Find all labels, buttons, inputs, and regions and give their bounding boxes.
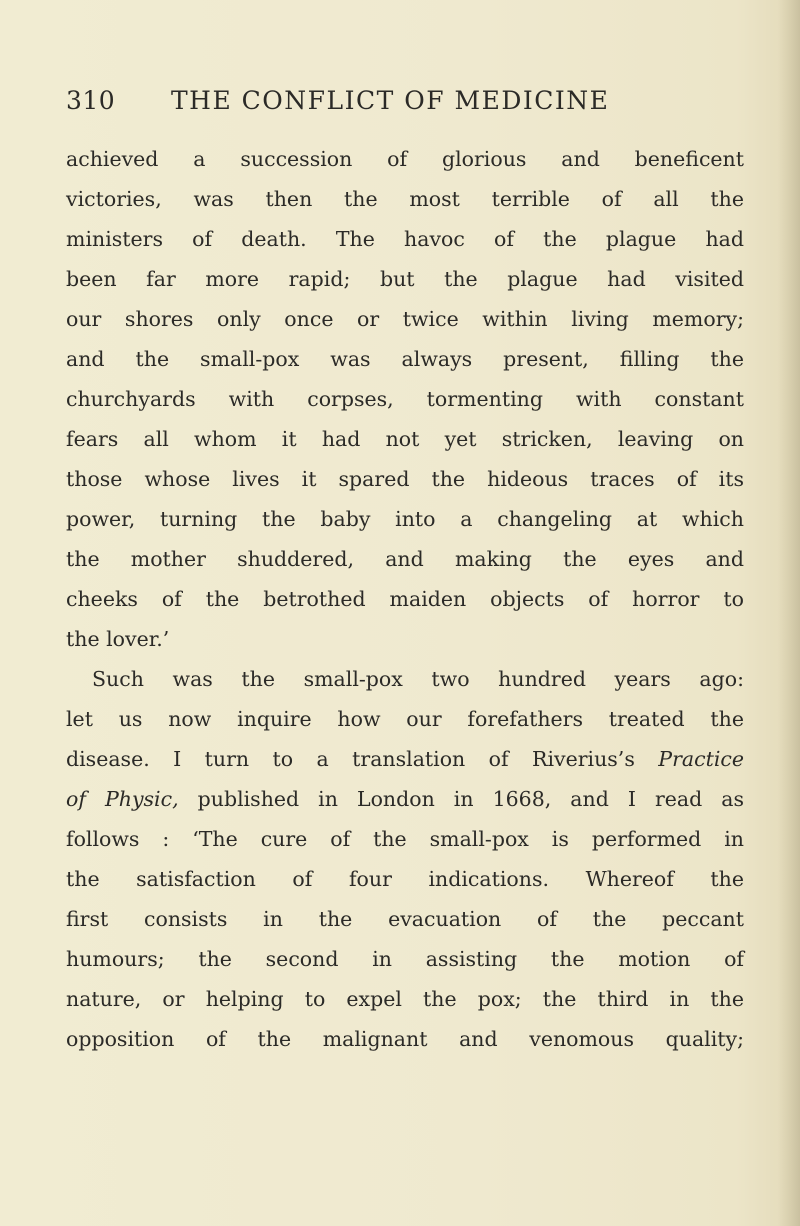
book-title-italic: of Physic, [66,787,179,811]
text-line: and the small-pox was always present, filling the [66,347,744,371]
text-line: achieved a succession of glorious and beneficent [66,147,744,171]
page-number: 310 [66,86,116,115]
text-line: those whose lives it spared the hideous traces of its [66,467,744,491]
book-title-italic: Practice [658,747,744,771]
text-segment: disease. I turn to a translation of Riverius’s [66,747,635,771]
text-line: humours; the second in assisting the motion of [66,947,744,971]
text-line: the lover.’ [66,627,170,651]
text-line: opposition of the malignant and venomous quality; [66,1027,744,1051]
text-line: the mother shuddered, and making the eyes and [66,547,744,571]
text-line: fears all whom it had not yet stricken, leaving on [66,427,744,451]
running-head: THE CONFLICT OF MEDICINE [171,86,610,115]
text-segment: published in London in 1668, and I read as [197,787,744,811]
text-line: been far more rapid; but the plague had visited [66,267,744,291]
text-line: power, turning the baby into a changeling at which [66,507,744,531]
text-line: our shores only once or twice within living memory; [66,307,744,331]
text-line: victories, was then the most terrible of all the [66,187,744,211]
text-line [66,779,744,819]
page-header [66,86,746,126]
text-line: nature, or helping to expel the pox; the third in the [66,987,744,1011]
text-line: cheeks of the betrothed maiden objects of horror to [66,587,744,611]
text-line: the satisfaction of four indications. Whereof the [66,867,744,891]
text-line [66,739,744,779]
text-line: first consists in the evacuation of the peccant [66,907,744,931]
body-text [66,139,744,1059]
text-line: churchyards with corpses, tormenting with constant [66,387,744,411]
text-line: ministers of death. The havoc of the plague had [66,227,744,251]
text-line: let us now inquire how our forefathers treated the [66,707,744,731]
page-edge-shadow [778,0,800,1226]
text-line: follows : ‘The cure of the small-pox is performed in [66,827,744,851]
text-line: Such was the small-pox two hundred years ago: [92,667,744,691]
